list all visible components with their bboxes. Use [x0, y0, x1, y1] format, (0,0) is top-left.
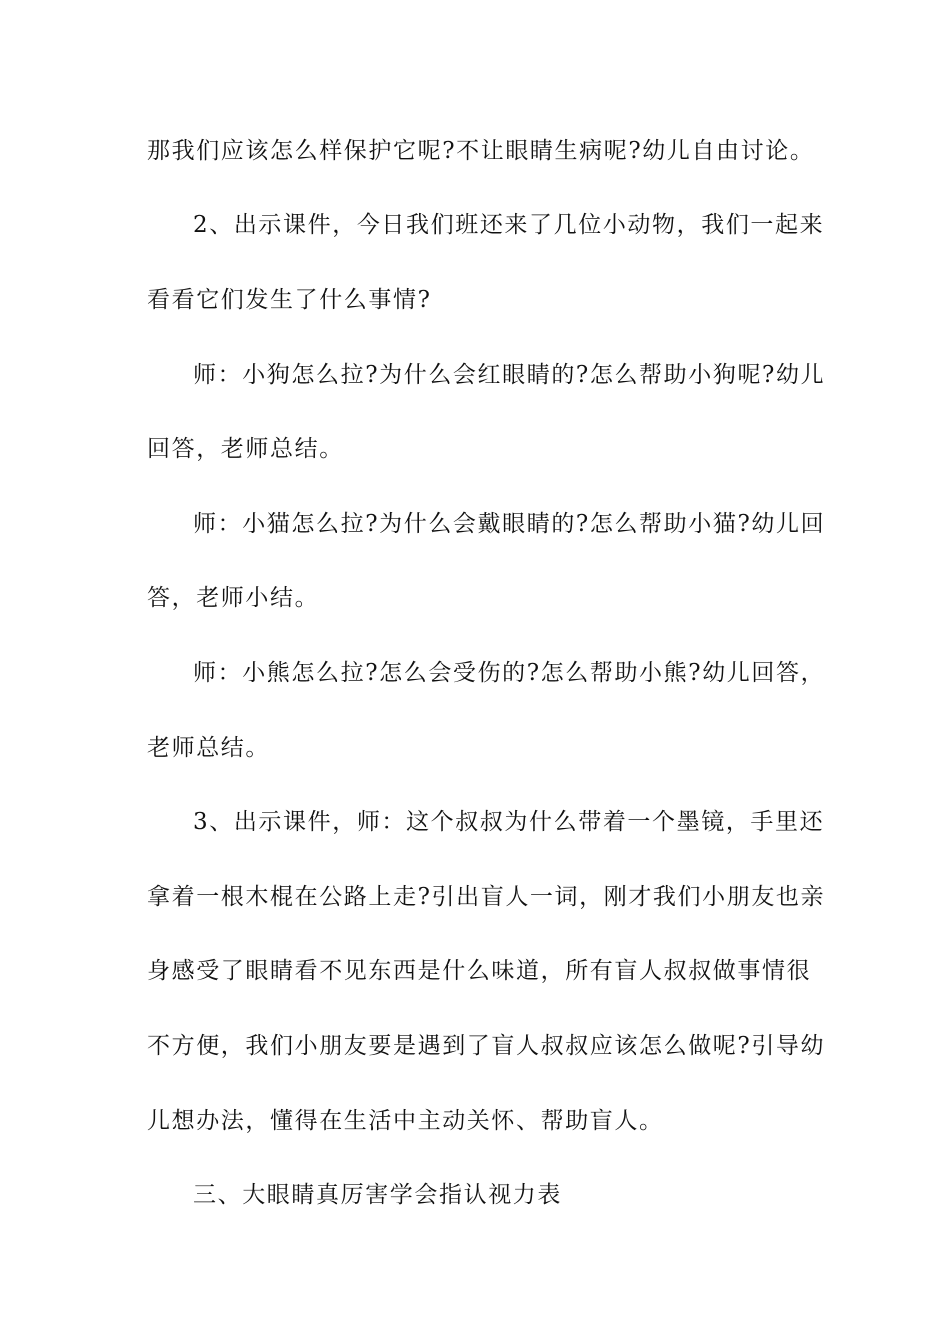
paragraph-line: 那我们应该怎么样保护它呢?不让眼睛生病呢?幼儿自由讨论。	[147, 138, 815, 164]
paragraph-line: 不方便，我们小朋友要是遇到了盲人叔叔应该怎么做呢?引导幼	[147, 1033, 826, 1059]
paragraph-line: 老师总结。	[147, 735, 270, 761]
paragraph-line: 3、出示课件，师：这个叔叔为什么带着一个墨镜，手里还	[193, 809, 825, 835]
paragraph-line: 儿想办法，懂得在生活中主动关怀、帮助盲人。	[147, 1108, 664, 1134]
paragraph-line: 2、出示课件，今日我们班还来了几位小动物，我们一起来	[193, 212, 825, 238]
paragraph-line: 回答，老师总结。	[147, 436, 344, 462]
paragraph-line: 师：小猫怎么拉?为什么会戴眼睛的?怎么帮助小猫?幼儿回	[193, 511, 826, 537]
section-heading: 三、大眼睛真厉害学会指认视力表	[193, 1182, 562, 1208]
paragraph-line: 答，老师小结。	[147, 585, 320, 611]
paragraph-line: 师：小熊怎么拉?怎么会受伤的?怎么帮助小熊?幼儿回答，	[193, 660, 826, 686]
paragraph-line: 拿着一根木棍在公路上走?引出盲人一词，刚才我们小朋友也亲	[147, 884, 826, 910]
paragraph-line: 身感受了眼睛看不见东西是什么味道，所有盲人叔叔做事情很	[147, 958, 812, 984]
paragraph-line: 看看它们发生了什么事情?	[147, 287, 432, 313]
paragraph-line: 师：小狗怎么拉?为什么会红眼睛的?怎么帮助小狗呢?幼儿	[193, 362, 826, 388]
